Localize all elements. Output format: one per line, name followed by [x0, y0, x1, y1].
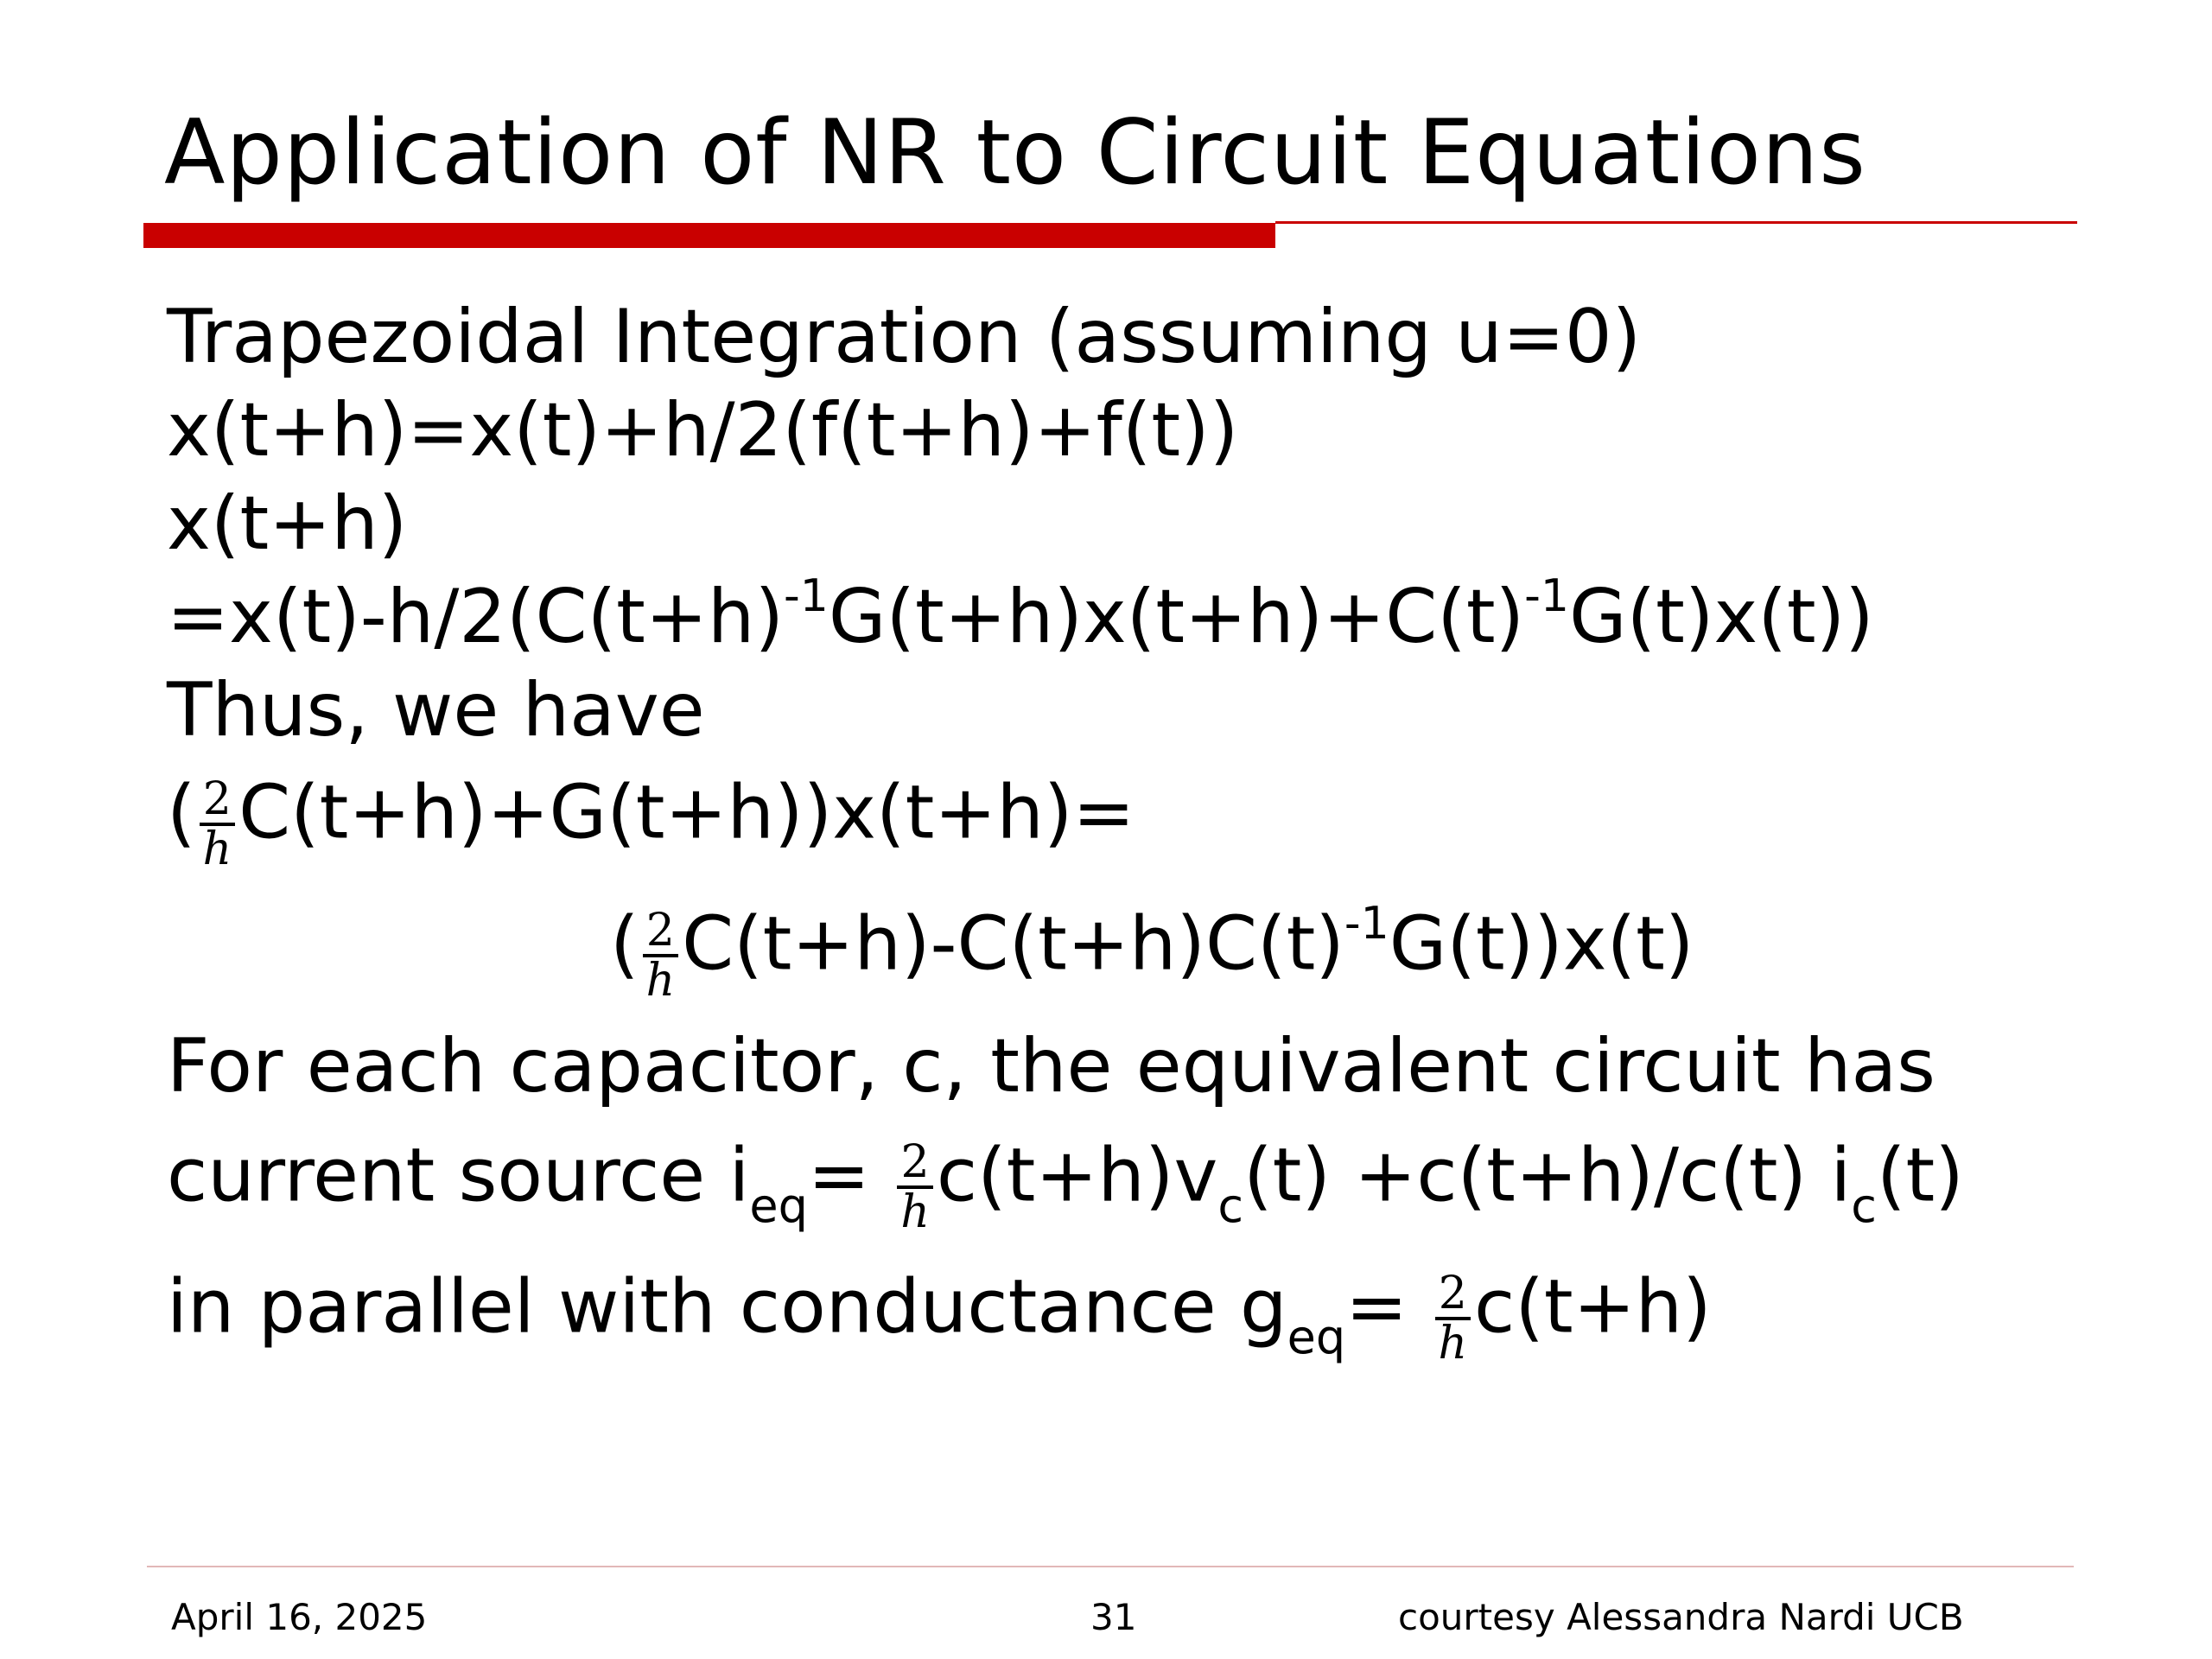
- text-line-9: [167, 1132, 1964, 1238]
- title-underline-thin: [1275, 221, 2077, 224]
- fraction-2-over-h: [897, 1136, 933, 1238]
- eq-part: =x(t)-h/2(C(t+h): [167, 574, 784, 660]
- fraction-denominator: h: [202, 823, 232, 875]
- text-line-3: x(t+h): [167, 480, 408, 567]
- text-line-6: [167, 769, 1135, 875]
- text-line-10: [167, 1263, 1712, 1370]
- fraction-2-over-h: [1435, 1268, 1471, 1370]
- eq-part: (: [167, 769, 196, 856]
- eq-part: in parallel with conductance g: [167, 1263, 1287, 1351]
- eq-part: C(t+h)+G(t+h))x(t+h)=: [238, 769, 1135, 856]
- subscript: eq: [749, 1178, 808, 1233]
- superscript: -1: [1524, 570, 1569, 623]
- fraction-numerator: 2: [200, 776, 236, 826]
- fraction-2-over-h: [643, 905, 679, 1007]
- eq-part: C(t+h)-C(t+h)C(t): [682, 900, 1344, 988]
- fraction-numerator: 2: [643, 907, 679, 957]
- eq-part: (t) +c(t+h)/c(t) i: [1243, 1132, 1852, 1219]
- eq-part: current source i: [167, 1132, 750, 1219]
- eq-part: G(t)x(t)): [1568, 574, 1874, 660]
- text-line-1: Trapezoidal Integration (assuming u=0): [167, 294, 1642, 380]
- eq-part: (: [610, 900, 639, 988]
- eq-part: G(t))x(t): [1389, 900, 1694, 988]
- subscript: c: [1217, 1178, 1244, 1233]
- fraction-denominator: h: [645, 955, 676, 1007]
- eq-part: (t): [1877, 1132, 1964, 1219]
- footer-credit: courtesy Alessandra Nardi UCB: [1398, 1596, 1964, 1638]
- text-line-2: x(t+h)=x(t)+h/2(f(t+h)+f(t)): [167, 387, 1239, 474]
- footer-date: April 16, 2025: [171, 1596, 428, 1638]
- slide-title: Application of NR to Circuit Equations: [164, 101, 1866, 205]
- superscript: -1: [1344, 897, 1389, 950]
- text-line-4: [167, 570, 1874, 660]
- text-line-8: For each capacitor, c, the equivalent circuit has: [167, 1023, 1936, 1109]
- text-line-7: [610, 897, 1694, 1007]
- eq-part: =: [1345, 1263, 1432, 1351]
- eq-part: G(t+h)x(t+h)+C(t): [828, 574, 1525, 660]
- eq-part: c(t+h)v: [936, 1132, 1218, 1219]
- fraction-numerator: 2: [897, 1139, 933, 1189]
- eq-part: c(t+h): [1474, 1263, 1712, 1351]
- title-underline-thick: [143, 223, 1275, 248]
- fraction-numerator: 2: [1435, 1270, 1471, 1320]
- footer-divider: [147, 1566, 2074, 1567]
- fraction-denominator: h: [900, 1186, 930, 1238]
- text-line-5: Thus, we have: [167, 667, 705, 753]
- fraction-denominator: h: [1438, 1318, 1468, 1370]
- footer-page-number: 31: [1090, 1596, 1137, 1638]
- eq-part: =: [807, 1132, 894, 1219]
- fraction-2-over-h: [200, 773, 236, 875]
- superscript: -1: [784, 570, 829, 623]
- subscript: c: [1851, 1178, 1877, 1233]
- subscript: eq: [1287, 1309, 1346, 1364]
